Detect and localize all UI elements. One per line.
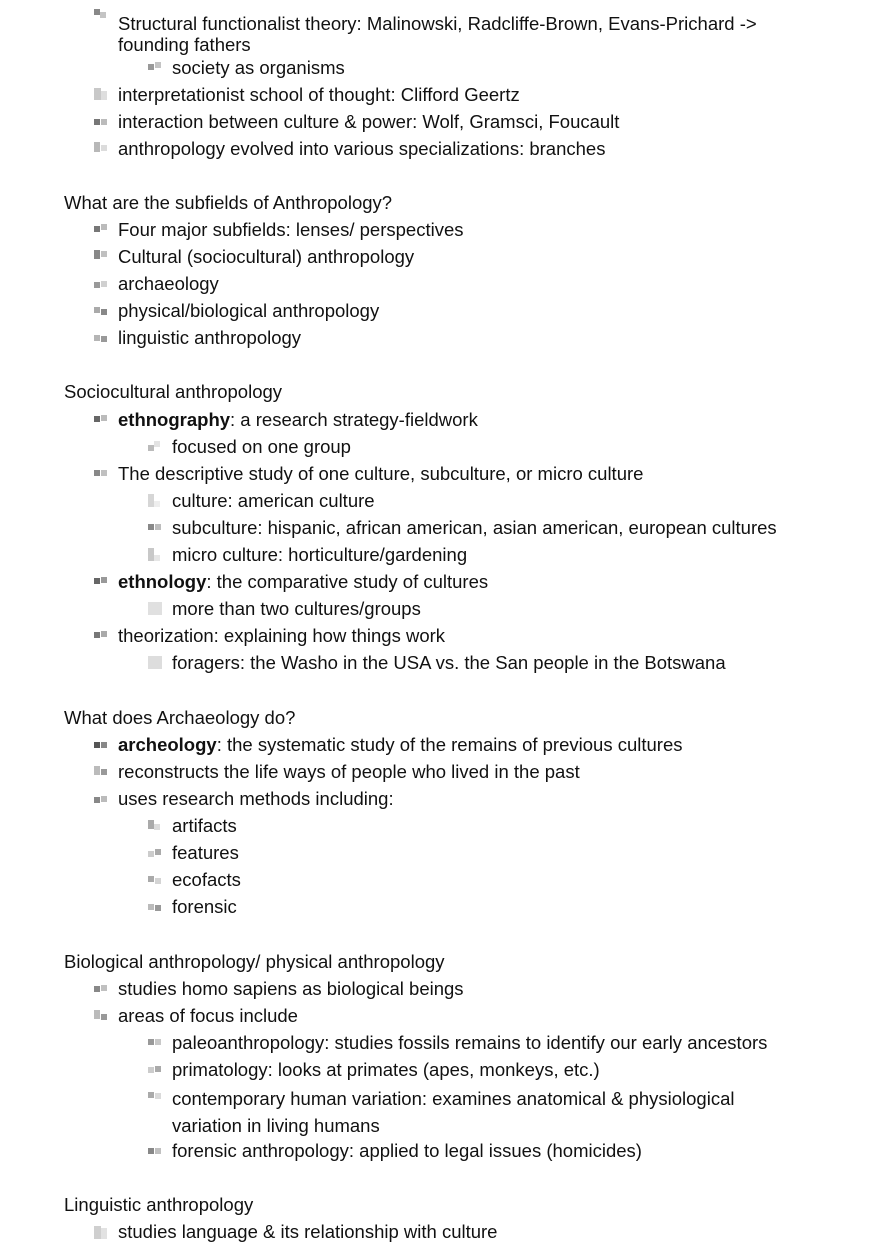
bullet-icon	[148, 874, 164, 890]
list-item: subculture: hispanic, african american, asian american, european cultures	[172, 517, 777, 538]
bullet-icon	[148, 1090, 164, 1106]
bullet-icon	[148, 602, 164, 618]
list-item: more than two cultures/groups	[172, 598, 421, 619]
section-heading: Sociocultural anthropology	[64, 381, 283, 402]
bullet-icon	[94, 223, 110, 239]
bullet-icon	[94, 413, 110, 429]
list-item: focused on one group	[172, 436, 351, 457]
list-item: forensic	[172, 896, 237, 917]
list-item: studies language & its relationship with culture	[118, 1221, 498, 1242]
bullet-icon	[94, 467, 110, 483]
bullet-icon	[148, 901, 164, 917]
bullet-icon	[94, 766, 110, 782]
list-item: uses research methods including:	[118, 788, 394, 809]
list-item: studies homo sapiens as biological beings	[118, 978, 464, 999]
list-item: archaeology	[118, 273, 219, 294]
list-item: culture: american culture	[172, 490, 375, 511]
list-item: primatology: looks at primates (apes, monkeys, etc.)	[172, 1059, 600, 1080]
bullet-icon	[94, 88, 110, 104]
list-item: theorization: explaining how things work	[118, 625, 446, 646]
list-item: micro culture: horticulture/gardening	[172, 544, 468, 565]
bullet-icon	[94, 305, 110, 321]
bullet-icon	[148, 494, 164, 510]
list-item: Structural functionalist theory: Malinowski, Radcliffe-Brown, Evans-Prichard -> founding fathers	[118, 13, 757, 55]
term: ethnology	[118, 571, 207, 592]
bullet-icon	[148, 440, 164, 456]
list-item: reconstructs the life ways of people who lived in the past	[118, 761, 580, 782]
bullet-icon	[148, 1036, 164, 1052]
bullet-icon	[94, 278, 110, 294]
bullet-icon	[148, 1063, 164, 1079]
section-heading: What are the subfields of Anthropology?	[64, 192, 393, 213]
list-item: areas of focus include	[118, 1005, 298, 1026]
term: ethnography	[118, 409, 231, 430]
section-heading: Linguistic anthropology	[64, 1194, 254, 1215]
bullet-icon	[148, 656, 164, 672]
bullet-icon	[94, 1009, 110, 1025]
bullet-icon	[94, 629, 110, 645]
bullet-icon	[94, 332, 110, 348]
section-heading: Biological anthropology/ physical anthropology	[64, 951, 445, 972]
bullet-icon	[94, 793, 110, 809]
section-heading: What does Archaeology do?	[64, 707, 296, 728]
list-item: artifacts	[172, 815, 237, 836]
bullet-icon	[94, 115, 110, 131]
list-item: anthropology evolved into various specializations: branches	[118, 138, 606, 159]
bullet-icon	[148, 820, 164, 836]
list-item: Four major subfields: lenses/ perspectives	[118, 219, 464, 240]
list-item: linguistic anthropology	[118, 327, 302, 348]
list-item: interpretationist school of thought: Clifford Geertz	[118, 84, 520, 105]
bullet-icon	[94, 9, 110, 25]
bullet-icon	[94, 982, 110, 998]
bullet-icon	[94, 575, 110, 591]
list-item: ethnology: the comparative study of cultures	[118, 571, 489, 592]
bullet-icon	[148, 847, 164, 863]
list-item: physical/biological anthropology	[118, 300, 380, 321]
list-item: archeology: the systematic study of the remains of previous cultures	[118, 734, 683, 755]
list-item: The descriptive study of one culture, subculture, or micro culture	[118, 463, 644, 484]
bullet-icon	[94, 739, 110, 755]
bullet-icon	[94, 1226, 110, 1242]
list-item: contemporary human variation: examines anatomical & physiological variation in living humans	[172, 1088, 735, 1136]
bullet-icon	[148, 521, 164, 537]
list-item: ethnography: a research strategy-fieldwork	[118, 409, 478, 430]
bullet-icon	[148, 60, 164, 76]
list-item: forensic anthropology: applied to legal issues (homicides)	[172, 1140, 642, 1161]
list-item: foragers: the Washo in the USA vs. the San people in the Botswana	[172, 652, 726, 673]
list-item: features	[172, 842, 239, 863]
list-item: paleoanthropology: studies fossils remains to identify our early ancestors	[172, 1032, 768, 1053]
bullet-icon	[94, 250, 110, 266]
term: archeology	[118, 734, 217, 755]
bullet-icon	[148, 1144, 164, 1160]
list-item: Cultural (sociocultural) anthropology	[118, 246, 415, 267]
list-item: ecofacts	[172, 869, 241, 890]
bullet-icon	[148, 548, 164, 564]
list-item: society as organisms	[172, 57, 345, 78]
bullet-icon	[94, 142, 110, 158]
list-item: interaction between culture & power: Wolf, Gramsci, Foucault	[118, 111, 620, 132]
